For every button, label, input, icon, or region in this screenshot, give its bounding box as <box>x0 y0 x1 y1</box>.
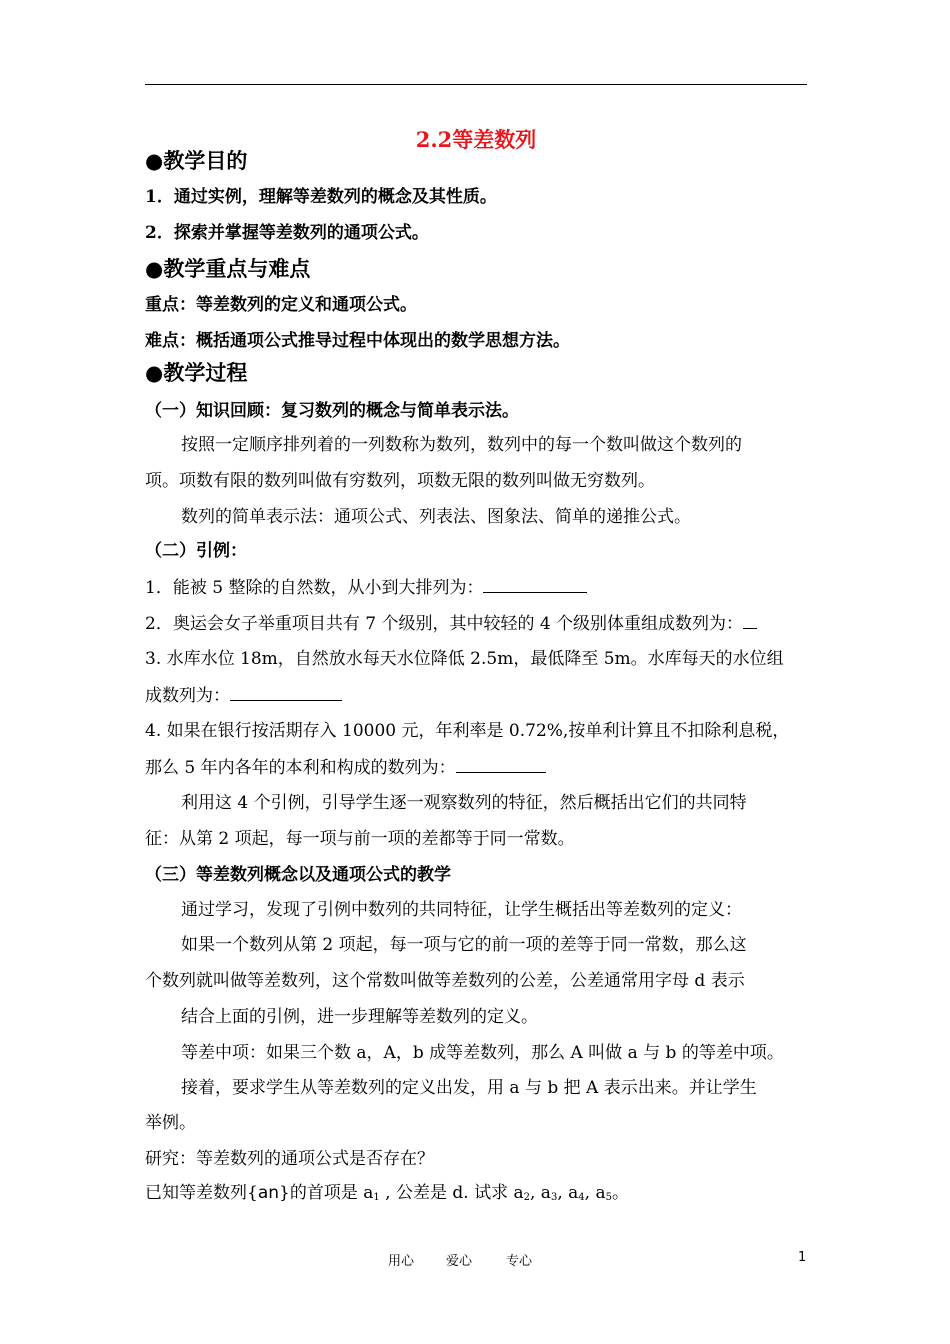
subsection-title: （三）等差数列概念以及通项公式的教学 <box>145 865 451 885</box>
subsection-title: （二）引例： <box>145 541 247 561</box>
paragraph-line: 数列的简单表示法：通项公式、列表法、图象法、简单的递推公式。 <box>181 507 691 527</box>
answer-blank <box>743 612 757 629</box>
formula-text: }的首项是 a <box>279 1183 374 1203</box>
answer-blank <box>483 576 587 593</box>
subscript: 2 <box>523 1192 530 1203</box>
key-point: 重点：等差数列的定义和通项公式。 <box>145 295 417 315</box>
goal-item: 2．探索并掌握等差数列的通项公式。 <box>145 223 429 243</box>
header-rule <box>145 84 807 85</box>
answer-blank <box>456 756 546 773</box>
example-text: 成数列为： <box>145 686 230 706</box>
example-text: 1．能被 5 整除的自然数，从小到大排列为： <box>145 578 484 598</box>
paragraph-line: 按照一定顺序排列着的一列数称为数列，数列中的每一个数叫做这个数列的 <box>181 435 742 455</box>
paragraph-line: 通过学习，发现了引例中数列的共同特征，让学生概括出等差数列的定义： <box>181 900 742 920</box>
paragraph-line: 接着，要求学生从等差数列的定义出发，用 a 与 b 把 A 表示出来。并让学生 <box>181 1078 757 1098</box>
subscript: 3 <box>550 1192 558 1203</box>
footer-left: 用心 <box>388 1254 415 1269</box>
difficult-point: 难点：概括通项公式推导过程中体现出的数学思想方法。 <box>145 331 570 351</box>
page-title: 2.2等差数列 <box>415 127 537 152</box>
example-text: 2．奥运会女子举重项目共有 7 个级别，其中较轻的 4 个级别体重组成数列为： <box>145 614 744 634</box>
paragraph-line: 举例。 <box>145 1113 196 1133</box>
answer-blank <box>230 684 342 701</box>
formula-text: 。 <box>611 1183 629 1203</box>
example-item <box>145 612 757 635</box>
paragraph-line: 利用这 4 个引例，引导学生逐一观察数列的特征，然后概括出它们的共同特 <box>181 793 747 813</box>
paragraph-line: 项。项数有限的数列叫做有穷数列，项数无限的数列叫做无穷数列。 <box>145 471 655 491</box>
example-item: 4. 如果在银行按活期存入 10000 元，年利率是 0.72%,按单利计算且不扣除利息税， <box>145 721 790 741</box>
subsection-title: （一）知识回顾：复习数列的概念与简单表示法。 <box>145 401 519 421</box>
section-heading-process: ●教学过程 <box>145 360 248 385</box>
subscript: 4 <box>578 1192 585 1203</box>
subscript: 5 <box>605 1192 612 1203</box>
goal-item: 1．通过实例，理解等差数列的概念及其性质。 <box>145 187 497 207</box>
section-heading-keypoints: ●教学重点与难点 <box>145 256 311 281</box>
paragraph-line: 等差中项：如果三个数 a，A，b 成等差数列，那么 A 叫做 a 与 b 的等差中项。 <box>181 1043 784 1063</box>
sequence-symbol: an <box>257 1183 280 1203</box>
paragraph-line: 结合上面的引例，进一步理解等差数列的定义。 <box>181 1007 538 1027</box>
formula-text: , a <box>530 1183 551 1203</box>
example-text: 那么 5 年内各年的本利和构成的数列为： <box>145 758 456 778</box>
example-item <box>145 684 342 707</box>
paragraph-line: 研究：等差数列的通项公式是否存在？ <box>145 1149 434 1169</box>
formula-text: 已知等差数列{ <box>145 1183 258 1203</box>
section-heading-goals: ●教学目的 <box>145 148 248 173</box>
example-item <box>145 576 587 599</box>
paragraph-line: 如果一个数列从第 2 项起，每一项与它的前一项的差等于同一常数，那么这 <box>181 935 747 955</box>
paragraph-line: 征：从第 2 项起，每一项与前一项的差都等于同一常数。 <box>145 829 575 849</box>
paragraph-line: 个数列就叫做等差数列，这个常数叫做等差数列的公差，公差通常用字母 d 表示 <box>145 971 745 991</box>
formula-text: , a <box>557 1183 579 1203</box>
formula-line <box>145 1182 629 1209</box>
footer-mid: 爱心 <box>446 1254 473 1269</box>
page-number: 1 <box>798 1250 807 1265</box>
example-item: 3. 水库水位 18m，自然放水每天水位降低 2.5m，最低降至 5m。水库每天的水位组 <box>145 649 784 669</box>
subscript: 1 <box>373 1192 380 1203</box>
formula-text: , 公差是 d. 试求 a <box>379 1183 524 1203</box>
example-item <box>145 756 546 779</box>
footer-right: 专心 <box>506 1254 533 1269</box>
formula-text: , a <box>584 1183 606 1203</box>
